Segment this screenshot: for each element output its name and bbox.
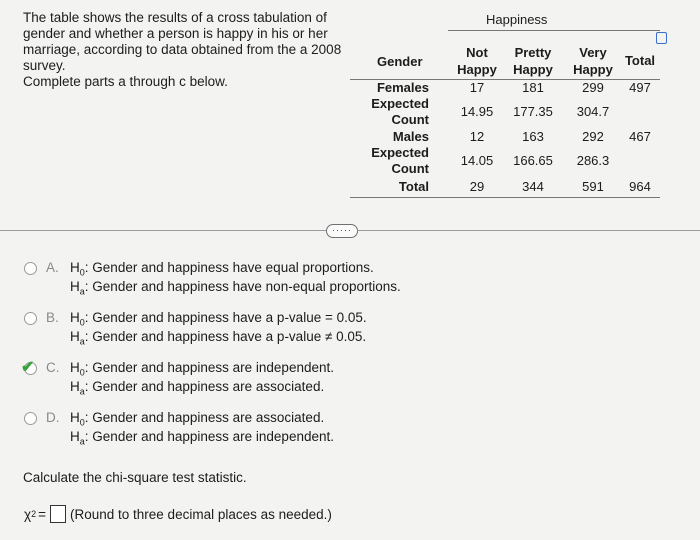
radio-button[interactable] (24, 312, 37, 325)
table-cell: 12 (469, 129, 485, 144)
ha-text: Gender and happiness have non-equal proportions. (92, 279, 401, 294)
col-header-not-happy (455, 44, 499, 78)
h-subscript: 0 (79, 417, 85, 428)
chi-exponent: 2 (31, 509, 37, 519)
h-symbol: H (70, 279, 80, 294)
ha-text: Gender and happiness are associated. (92, 379, 325, 394)
intro-line: survey. (23, 58, 66, 73)
table-cell: 14.05 (460, 153, 494, 168)
h0-text: Gender and happiness have equal proportions. (92, 260, 374, 275)
alt-hypothesis (70, 377, 324, 402)
option-letter: A. (46, 260, 59, 275)
chi-symbol: χ (24, 506, 32, 522)
row-label-expected (345, 145, 429, 177)
table-cell: 344 (522, 179, 544, 194)
col-header-very-happy (570, 44, 616, 78)
h-symbol: H (70, 260, 80, 275)
option-letter: C. (46, 360, 60, 375)
col-header-line: Happy (573, 62, 613, 77)
table-cell: 964 (629, 179, 651, 194)
question-text (23, 10, 353, 90)
col-header-line: Happy (513, 62, 553, 77)
h-subscript: a (79, 286, 85, 297)
h-subscript: a (79, 386, 85, 397)
h-symbol: H (70, 379, 80, 394)
h-symbol: H (70, 329, 80, 344)
chi-square-input[interactable] (50, 505, 66, 523)
copy-icon[interactable] (656, 32, 667, 44)
intro-line: The table shows the results of a cross tabulation of (23, 10, 327, 25)
intro-line: marriage, according to data obtained from the a 2008 (23, 42, 342, 57)
col-header-line: Very (579, 45, 607, 60)
h-symbol: H (70, 310, 80, 325)
radio-button[interactable] (24, 262, 37, 275)
ha-text: Gender and happiness are independent. (92, 429, 334, 444)
intro-line: gender and whether a person is happy in his or her (23, 26, 328, 41)
h0-text: Gender and happiness have a p-value = 0.05. (92, 310, 367, 325)
colon: : (84, 329, 89, 344)
alt-hypothesis (70, 427, 334, 452)
equals-sign: = (38, 506, 46, 522)
h-subscript: a (79, 436, 85, 447)
alt-hypothesis (70, 327, 366, 352)
col-header-line: Not (466, 45, 488, 60)
group-header: Happiness (486, 12, 548, 27)
checkmark-icon: ✔ (21, 359, 35, 376)
table-cell: 299 (582, 80, 604, 95)
table-cell: 286.3 (576, 153, 610, 168)
colon: : (84, 379, 89, 394)
col-header-total: Total (624, 53, 656, 68)
table-cell: 292 (582, 129, 604, 144)
table-cell: 181 (522, 80, 544, 95)
h-subscript: 0 (79, 367, 85, 378)
table-cell: 467 (629, 129, 651, 144)
section-divider (357, 230, 700, 231)
chi-square-answer-row (24, 505, 332, 523)
h-subscript: a (79, 336, 85, 347)
colon: : (84, 429, 89, 444)
h-symbol: H (70, 429, 80, 444)
col-header-pretty-happy (509, 44, 557, 78)
radio-button[interactable] (24, 412, 37, 425)
row-label-line: Expected (371, 145, 429, 160)
table-cell: 14.95 (460, 104, 494, 119)
calc-prompt: Calculate the chi-square test statistic. (23, 470, 247, 485)
table-cell: 591 (582, 179, 604, 194)
h-symbol: H (70, 410, 80, 425)
more-button[interactable]: ····· (326, 224, 358, 238)
row-label-total: Total (398, 179, 429, 194)
alt-hypothesis (70, 277, 401, 302)
table-cell: 304.7 (576, 104, 610, 119)
colon: : (84, 310, 89, 325)
group-rule (448, 30, 660, 31)
option-letter: B. (46, 310, 59, 325)
colon: : (84, 260, 89, 275)
h0-text: Gender and happiness are independent. (92, 360, 334, 375)
row-label-line: Expected (371, 96, 429, 111)
row-label-line: Count (391, 161, 429, 176)
table-cell: 29 (469, 179, 485, 194)
section-divider (0, 230, 326, 231)
table-cell: 497 (629, 80, 651, 95)
table-bottom-rule (350, 197, 660, 198)
row-label-line: Count (391, 112, 429, 127)
row-label-females: Females (376, 80, 429, 95)
table-cell: 166.65 (513, 153, 553, 168)
h0-text: Gender and happiness are associated. (92, 410, 325, 425)
row-header: Gender (377, 54, 423, 69)
h-subscript: 0 (79, 317, 85, 328)
h-subscript: 0 (79, 267, 85, 278)
rounding-hint: (Round to three decimal places as needed.) (70, 506, 332, 522)
table-cell: 17 (469, 80, 485, 95)
col-header-line: Pretty (514, 45, 552, 60)
col-header-line: Happy (457, 62, 497, 77)
colon: : (84, 410, 89, 425)
row-label-expected (345, 96, 429, 128)
ha-text: Gender and happiness have a p-value ≠ 0.05. (92, 329, 367, 344)
option-letter: D. (46, 410, 60, 425)
h-symbol: H (70, 360, 80, 375)
table-cell: 163 (522, 129, 544, 144)
intro-line: Complete parts a through c below. (23, 74, 228, 89)
table-cell: 177.35 (513, 104, 553, 119)
colon: : (84, 279, 89, 294)
row-label-males: Males (392, 129, 429, 144)
colon: : (84, 360, 89, 375)
